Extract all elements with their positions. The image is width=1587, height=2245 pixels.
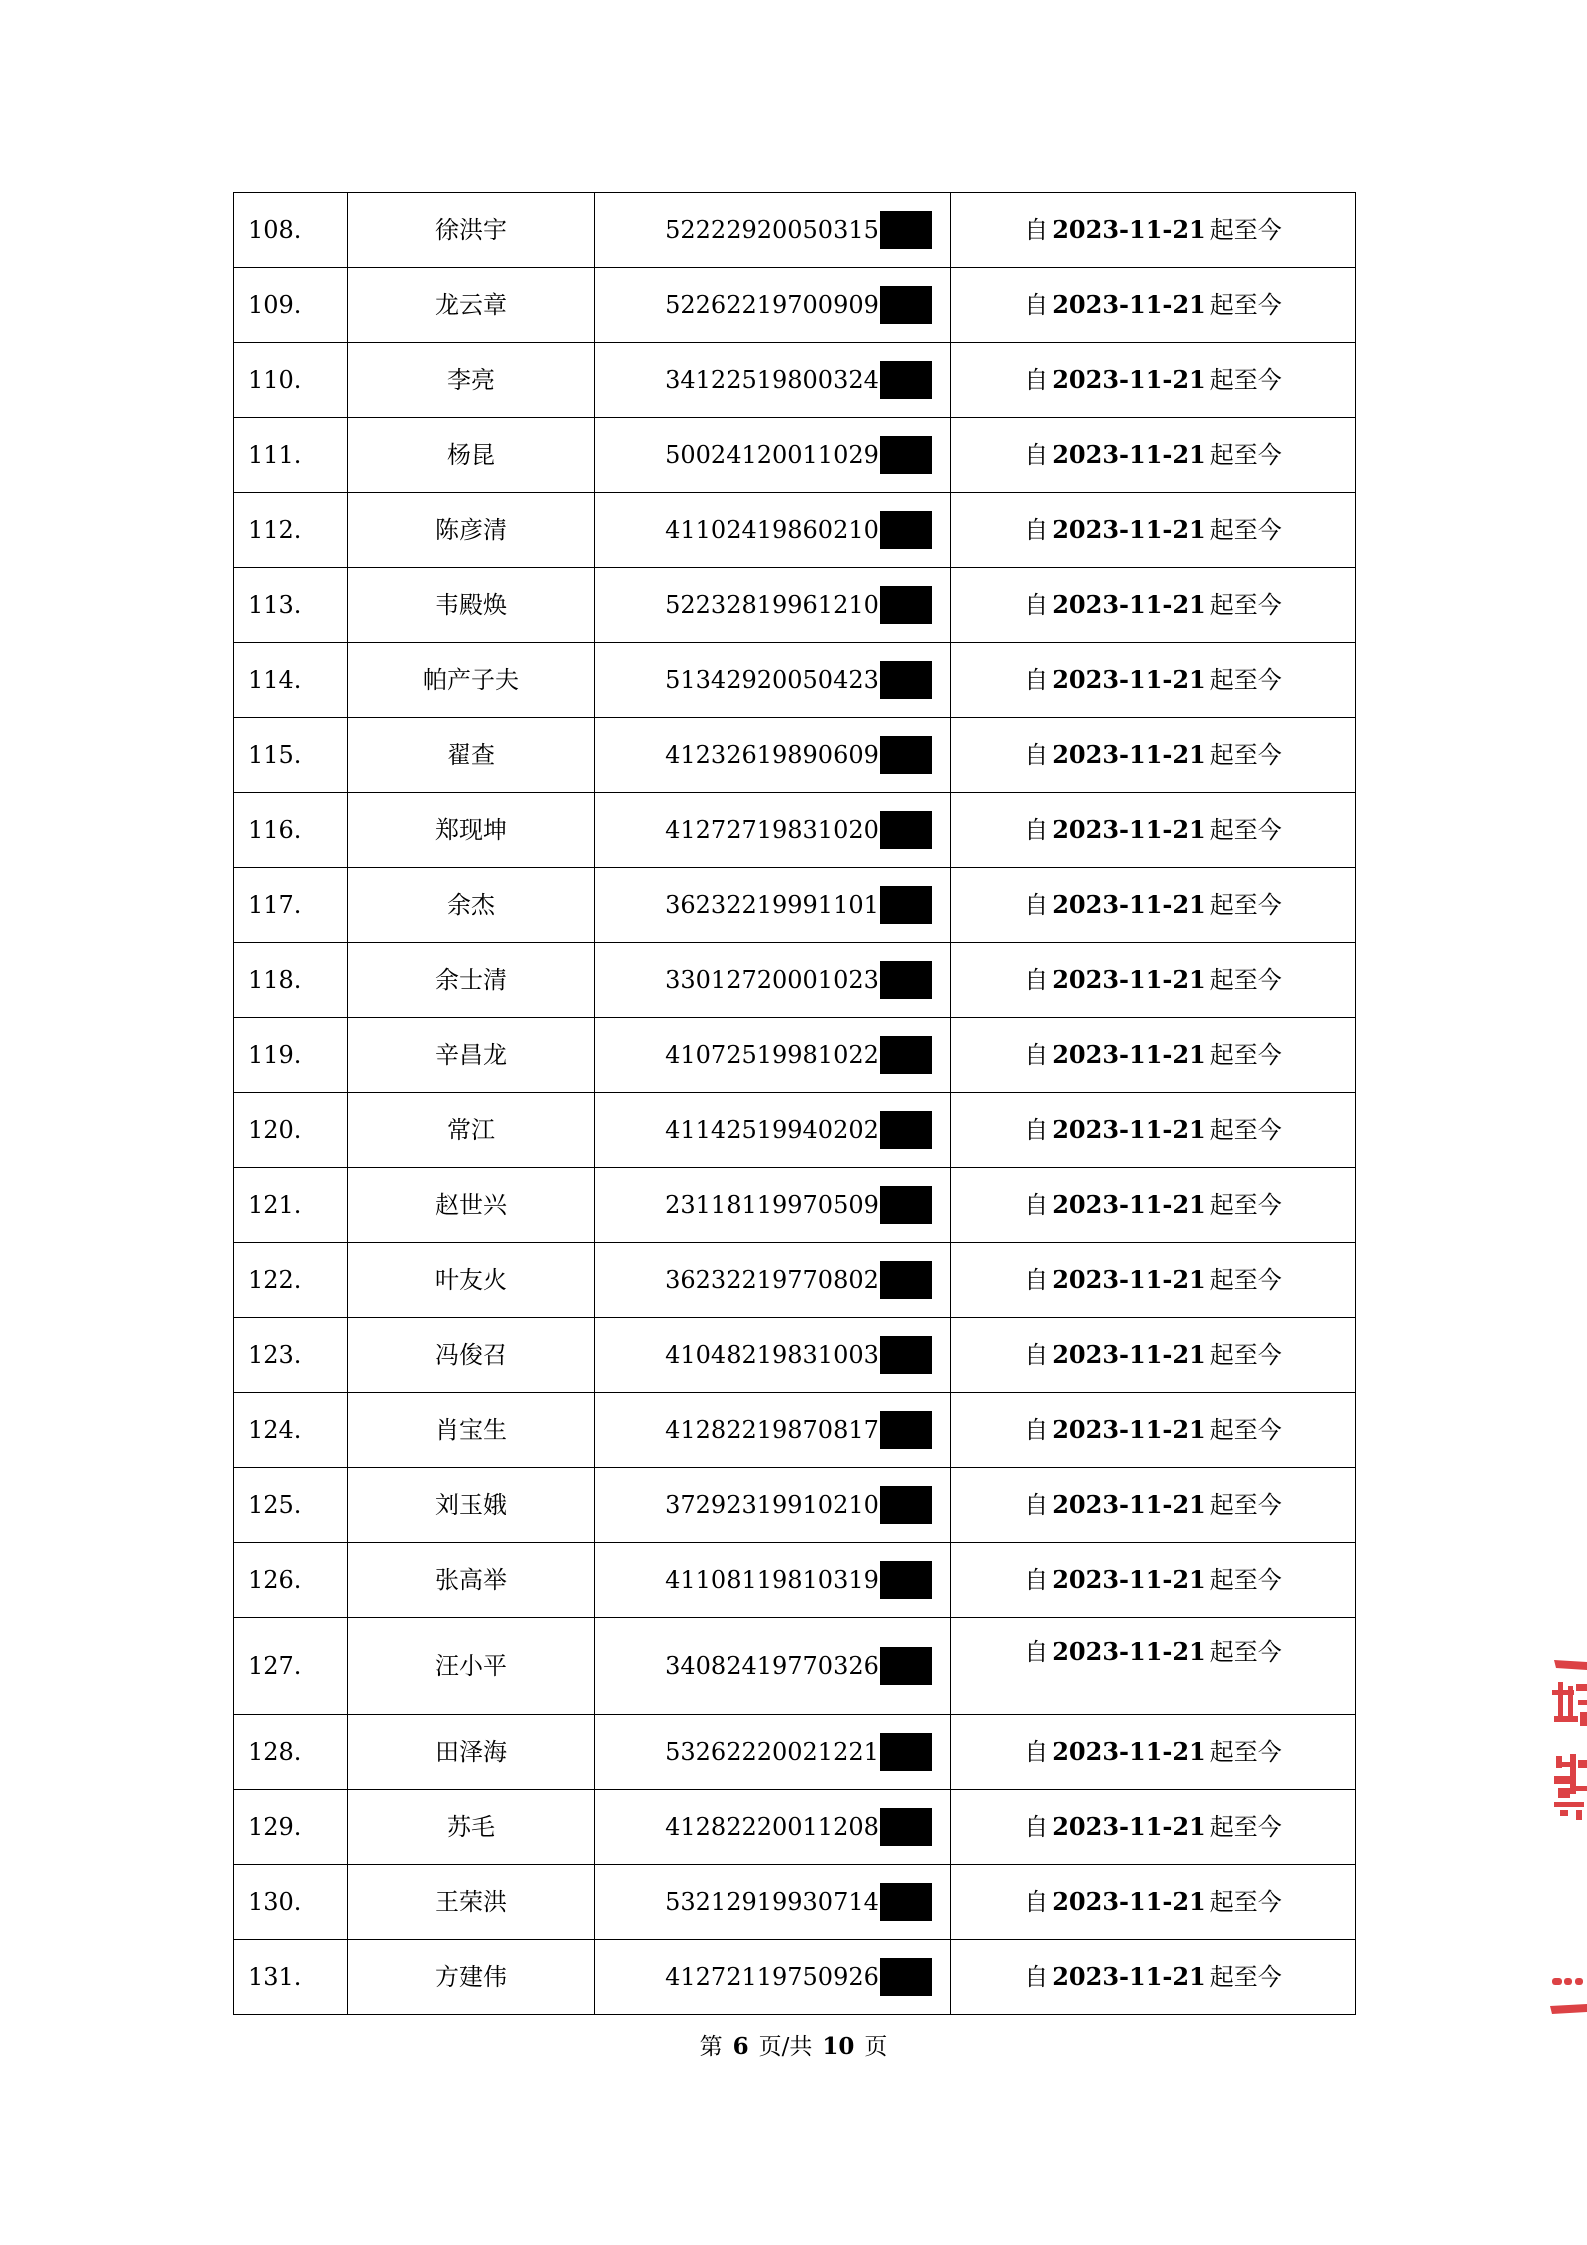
redaction-block	[880, 661, 932, 699]
id-number: 53262220021221	[665, 1738, 879, 1766]
redaction-block	[880, 1336, 932, 1374]
id-number: 53212919930714	[665, 1888, 879, 1916]
id-number: 36232219770802	[665, 1266, 879, 1294]
table-row	[234, 793, 1356, 868]
redaction-block	[880, 961, 932, 999]
roster-table	[233, 192, 1356, 2015]
date-prefix: 自	[1024, 966, 1049, 994]
date-range-cell	[951, 268, 1356, 343]
date-range-cell	[951, 1543, 1356, 1618]
date-suffix: 起至今	[1209, 1566, 1282, 1594]
person-name: 郑现坤	[348, 793, 595, 868]
table-row	[234, 418, 1356, 493]
id-number: 37292319910210	[665, 1491, 879, 1519]
date-suffix: 起至今	[1209, 516, 1282, 544]
date-prefix: 自	[1024, 216, 1049, 244]
redaction-block	[880, 1036, 932, 1074]
id-number: 52222920050315	[665, 216, 879, 244]
id-number: 41142519940202	[665, 1116, 879, 1144]
date-prefix: 自	[1024, 516, 1049, 544]
table-row	[234, 1940, 1356, 2015]
id-number: 41272119750926	[665, 1963, 879, 1991]
date-range-cell	[951, 1468, 1356, 1543]
id-number-cell	[595, 568, 951, 643]
person-name: 王荣洪	[348, 1865, 595, 1940]
id-number-cell	[595, 1018, 951, 1093]
date-suffix: 起至今	[1209, 1416, 1282, 1444]
date-prefix: 自	[1024, 1638, 1049, 1666]
person-name: 叶友火	[348, 1243, 595, 1318]
date-range-cell	[951, 343, 1356, 418]
id-number: 41108119810319	[665, 1566, 879, 1594]
person-name: 杨昆	[348, 418, 595, 493]
date-range-cell	[951, 1318, 1356, 1393]
date-prefix: 自	[1024, 1491, 1049, 1519]
date-suffix: 起至今	[1209, 741, 1282, 769]
table-row	[234, 1865, 1356, 1940]
redaction-block	[880, 886, 932, 924]
id-number: 51342920050423	[665, 666, 879, 694]
id-number-cell	[595, 418, 951, 493]
id-number: 41282219870817	[665, 1416, 879, 1444]
date-range-cell	[951, 1093, 1356, 1168]
start-date: 2023-11-21	[1052, 515, 1206, 544]
id-number: 23118119970509	[665, 1191, 879, 1219]
redaction-block	[880, 211, 932, 249]
redaction-block	[880, 1186, 932, 1224]
footer-prefix: 第	[699, 2034, 723, 2060]
date-suffix: 起至今	[1209, 1638, 1282, 1666]
row-number: 118.	[234, 943, 348, 1018]
date-suffix: 起至今	[1209, 1888, 1282, 1916]
id-number-cell	[595, 1168, 951, 1243]
start-date: 2023-11-21	[1052, 1340, 1206, 1369]
start-date: 2023-11-21	[1052, 1115, 1206, 1144]
person-name: 帕产子夫	[348, 643, 595, 718]
date-suffix: 起至今	[1209, 1738, 1282, 1766]
id-number: 41282220011208	[665, 1813, 879, 1841]
date-suffix: 起至今	[1209, 1813, 1282, 1841]
date-range-cell	[951, 1790, 1356, 1865]
row-number: 108.	[234, 193, 348, 268]
id-number-cell	[595, 1618, 951, 1715]
row-number: 119.	[234, 1018, 348, 1093]
id-number-cell	[595, 1093, 951, 1168]
date-prefix: 自	[1024, 1963, 1049, 1991]
date-suffix: 起至今	[1209, 666, 1282, 694]
row-number: 116.	[234, 793, 348, 868]
official-seal-stamp	[1548, 1660, 1587, 2030]
row-number: 117.	[234, 868, 348, 943]
id-number-cell	[595, 1393, 951, 1468]
row-number: 123.	[234, 1318, 348, 1393]
date-prefix: 自	[1024, 1738, 1049, 1766]
person-name: 徐洪宇	[348, 193, 595, 268]
id-number-cell	[595, 1715, 951, 1790]
table-row	[234, 1543, 1356, 1618]
date-range-cell	[951, 493, 1356, 568]
id-number-cell	[595, 793, 951, 868]
row-number: 114.	[234, 643, 348, 718]
person-name: 翟查	[348, 718, 595, 793]
id-number: 50024120011029	[665, 441, 879, 469]
id-number: 41048219831003	[665, 1341, 879, 1369]
id-number-cell	[595, 718, 951, 793]
row-number: 115.	[234, 718, 348, 793]
table-row	[234, 1468, 1356, 1543]
person-name: 韦殿焕	[348, 568, 595, 643]
redaction-block	[880, 1958, 932, 1996]
id-number: 41102419860210	[665, 516, 879, 544]
row-number: 111.	[234, 418, 348, 493]
row-number: 125.	[234, 1468, 348, 1543]
date-prefix: 自	[1024, 591, 1049, 619]
id-number-cell	[595, 1543, 951, 1618]
table-row	[234, 268, 1356, 343]
id-number: 34122519800324	[665, 366, 879, 394]
start-date: 2023-11-21	[1052, 1565, 1206, 1594]
person-name: 赵世兴	[348, 1168, 595, 1243]
person-name: 汪小平	[348, 1618, 595, 1715]
person-name: 田泽海	[348, 1715, 595, 1790]
id-number-cell	[595, 1940, 951, 2015]
date-prefix: 自	[1024, 1341, 1049, 1369]
date-range-cell	[951, 1018, 1356, 1093]
start-date: 2023-11-21	[1052, 1962, 1206, 1991]
date-range-cell	[951, 868, 1356, 943]
table-row	[234, 568, 1356, 643]
redaction-block	[880, 1883, 932, 1921]
date-prefix: 自	[1024, 891, 1049, 919]
date-prefix: 自	[1024, 1416, 1049, 1444]
id-number-cell	[595, 943, 951, 1018]
start-date: 2023-11-21	[1052, 1887, 1206, 1916]
person-name: 余杰	[348, 868, 595, 943]
id-number: 41072519981022	[665, 1041, 879, 1069]
start-date: 2023-11-21	[1052, 1190, 1206, 1219]
table-row	[234, 343, 1356, 418]
row-number: 130.	[234, 1865, 348, 1940]
person-name: 张高举	[348, 1543, 595, 1618]
redaction-block	[880, 286, 932, 324]
date-suffix: 起至今	[1209, 1041, 1282, 1069]
id-number: 41232619890609	[665, 741, 879, 769]
start-date: 2023-11-21	[1052, 440, 1206, 469]
person-name: 李亮	[348, 343, 595, 418]
date-prefix: 自	[1024, 1266, 1049, 1294]
redaction-block	[880, 1411, 932, 1449]
table-row	[234, 1393, 1356, 1468]
roster-table-body	[234, 193, 1356, 2015]
start-date: 2023-11-21	[1052, 665, 1206, 694]
id-number: 36232219991101	[665, 891, 879, 919]
redaction-block	[880, 1486, 932, 1524]
table-row	[234, 943, 1356, 1018]
id-number-cell	[595, 868, 951, 943]
id-number-cell	[595, 643, 951, 718]
redaction-block	[880, 1561, 932, 1599]
table-row	[234, 1715, 1356, 1790]
start-date: 2023-11-21	[1052, 1040, 1206, 1069]
redaction-block	[880, 586, 932, 624]
seal-stamp-icon	[1548, 1660, 1587, 2030]
table-row	[234, 1318, 1356, 1393]
id-number: 33012720001023	[665, 966, 879, 994]
date-prefix: 自	[1024, 666, 1049, 694]
date-range-cell	[951, 1618, 1356, 1715]
redaction-block	[880, 1111, 932, 1149]
table-row	[234, 193, 1356, 268]
table-row	[234, 1790, 1356, 1865]
date-range-cell	[951, 1940, 1356, 2015]
redaction-block	[880, 736, 932, 774]
current-page-number: 6	[732, 2033, 749, 2060]
row-number: 113.	[234, 568, 348, 643]
redaction-block	[880, 361, 932, 399]
id-number-cell	[595, 1318, 951, 1393]
date-range-cell	[951, 418, 1356, 493]
footer-suffix: 页	[864, 2034, 888, 2060]
date-range-cell	[951, 1865, 1356, 1940]
id-number-cell	[595, 1468, 951, 1543]
id-number: 41272719831020	[665, 816, 879, 844]
row-number: 112.	[234, 493, 348, 568]
table-row	[234, 1093, 1356, 1168]
person-name: 余士清	[348, 943, 595, 1018]
date-prefix: 自	[1024, 1116, 1049, 1144]
person-name: 冯俊召	[348, 1318, 595, 1393]
person-name: 龙云章	[348, 268, 595, 343]
table-row	[234, 1168, 1356, 1243]
row-number: 124.	[234, 1393, 348, 1468]
date-suffix: 起至今	[1209, 1963, 1282, 1991]
id-number: 52262219700909	[665, 291, 879, 319]
row-number: 131.	[234, 1940, 348, 2015]
row-number: 109.	[234, 268, 348, 343]
date-prefix: 自	[1024, 1041, 1049, 1069]
start-date: 2023-11-21	[1052, 290, 1206, 319]
redaction-block	[880, 811, 932, 849]
table-row	[234, 1018, 1356, 1093]
date-suffix: 起至今	[1209, 291, 1282, 319]
row-number: 110.	[234, 343, 348, 418]
date-prefix: 自	[1024, 1191, 1049, 1219]
start-date: 2023-11-21	[1052, 215, 1206, 244]
date-suffix: 起至今	[1209, 891, 1282, 919]
start-date: 2023-11-21	[1052, 740, 1206, 769]
date-range-cell	[951, 1243, 1356, 1318]
date-prefix: 自	[1024, 291, 1049, 319]
start-date: 2023-11-21	[1052, 365, 1206, 394]
date-prefix: 自	[1024, 366, 1049, 394]
row-number: 126.	[234, 1543, 348, 1618]
row-number: 127.	[234, 1618, 348, 1715]
date-range-cell	[951, 1168, 1356, 1243]
person-name: 苏毛	[348, 1790, 595, 1865]
id-number-cell	[595, 1243, 951, 1318]
footer-middle: 页/共	[758, 2034, 813, 2060]
person-name: 常江	[348, 1093, 595, 1168]
start-date: 2023-11-21	[1052, 815, 1206, 844]
start-date: 2023-11-21	[1052, 1265, 1206, 1294]
date-suffix: 起至今	[1209, 1116, 1282, 1144]
date-suffix: 起至今	[1209, 591, 1282, 619]
row-number: 122.	[234, 1243, 348, 1318]
date-suffix: 起至今	[1209, 1191, 1282, 1219]
date-suffix: 起至今	[1209, 1266, 1282, 1294]
date-suffix: 起至今	[1209, 216, 1282, 244]
redaction-block	[880, 1261, 932, 1299]
date-suffix: 起至今	[1209, 1491, 1282, 1519]
date-range-cell	[951, 793, 1356, 868]
date-suffix: 起至今	[1209, 366, 1282, 394]
id-number-cell	[595, 268, 951, 343]
redaction-block	[880, 436, 932, 474]
person-name: 陈彦清	[348, 493, 595, 568]
id-number-cell	[595, 1865, 951, 1940]
redaction-block	[880, 1647, 932, 1685]
date-prefix: 自	[1024, 741, 1049, 769]
date-range-cell	[951, 718, 1356, 793]
redaction-block	[880, 1808, 932, 1846]
redaction-block	[880, 1733, 932, 1771]
date-prefix: 自	[1024, 1888, 1049, 1916]
date-range-cell	[951, 643, 1356, 718]
date-suffix: 起至今	[1209, 966, 1282, 994]
date-prefix: 自	[1024, 1813, 1049, 1841]
date-suffix: 起至今	[1209, 816, 1282, 844]
page-footer	[0, 2028, 1587, 2061]
person-name: 辛昌龙	[348, 1018, 595, 1093]
start-date: 2023-11-21	[1052, 890, 1206, 919]
row-number: 129.	[234, 1790, 348, 1865]
table-row	[234, 718, 1356, 793]
date-range-cell	[951, 1715, 1356, 1790]
start-date: 2023-11-21	[1052, 1490, 1206, 1519]
date-range-cell	[951, 943, 1356, 1018]
date-prefix: 自	[1024, 816, 1049, 844]
id-number: 52232819961210	[665, 591, 879, 619]
date-range-cell	[951, 568, 1356, 643]
person-name: 刘玉娥	[348, 1468, 595, 1543]
date-prefix: 自	[1024, 441, 1049, 469]
table-row	[234, 1243, 1356, 1318]
date-range-cell	[951, 1393, 1356, 1468]
person-name: 肖宝生	[348, 1393, 595, 1468]
start-date: 2023-11-21	[1052, 965, 1206, 994]
id-number: 34082419770326	[665, 1652, 879, 1680]
date-prefix: 自	[1024, 1566, 1049, 1594]
date-suffix: 起至今	[1209, 1341, 1282, 1369]
date-suffix: 起至今	[1209, 441, 1282, 469]
table-row	[234, 643, 1356, 718]
start-date: 2023-11-21	[1052, 1637, 1206, 1666]
table-row	[234, 868, 1356, 943]
row-number: 120.	[234, 1093, 348, 1168]
id-number-cell	[595, 343, 951, 418]
total-page-count: 10	[822, 2033, 855, 2060]
start-date: 2023-11-21	[1052, 1415, 1206, 1444]
person-name: 方建伟	[348, 1940, 595, 2015]
start-date: 2023-11-21	[1052, 590, 1206, 619]
row-number: 121.	[234, 1168, 348, 1243]
id-number-cell	[595, 1790, 951, 1865]
table-row	[234, 1618, 1356, 1715]
redaction-block	[880, 511, 932, 549]
date-range-cell	[951, 193, 1356, 268]
id-number-cell	[595, 193, 951, 268]
start-date: 2023-11-21	[1052, 1812, 1206, 1841]
row-number: 128.	[234, 1715, 348, 1790]
table-row	[234, 493, 1356, 568]
start-date: 2023-11-21	[1052, 1737, 1206, 1766]
id-number-cell	[595, 493, 951, 568]
